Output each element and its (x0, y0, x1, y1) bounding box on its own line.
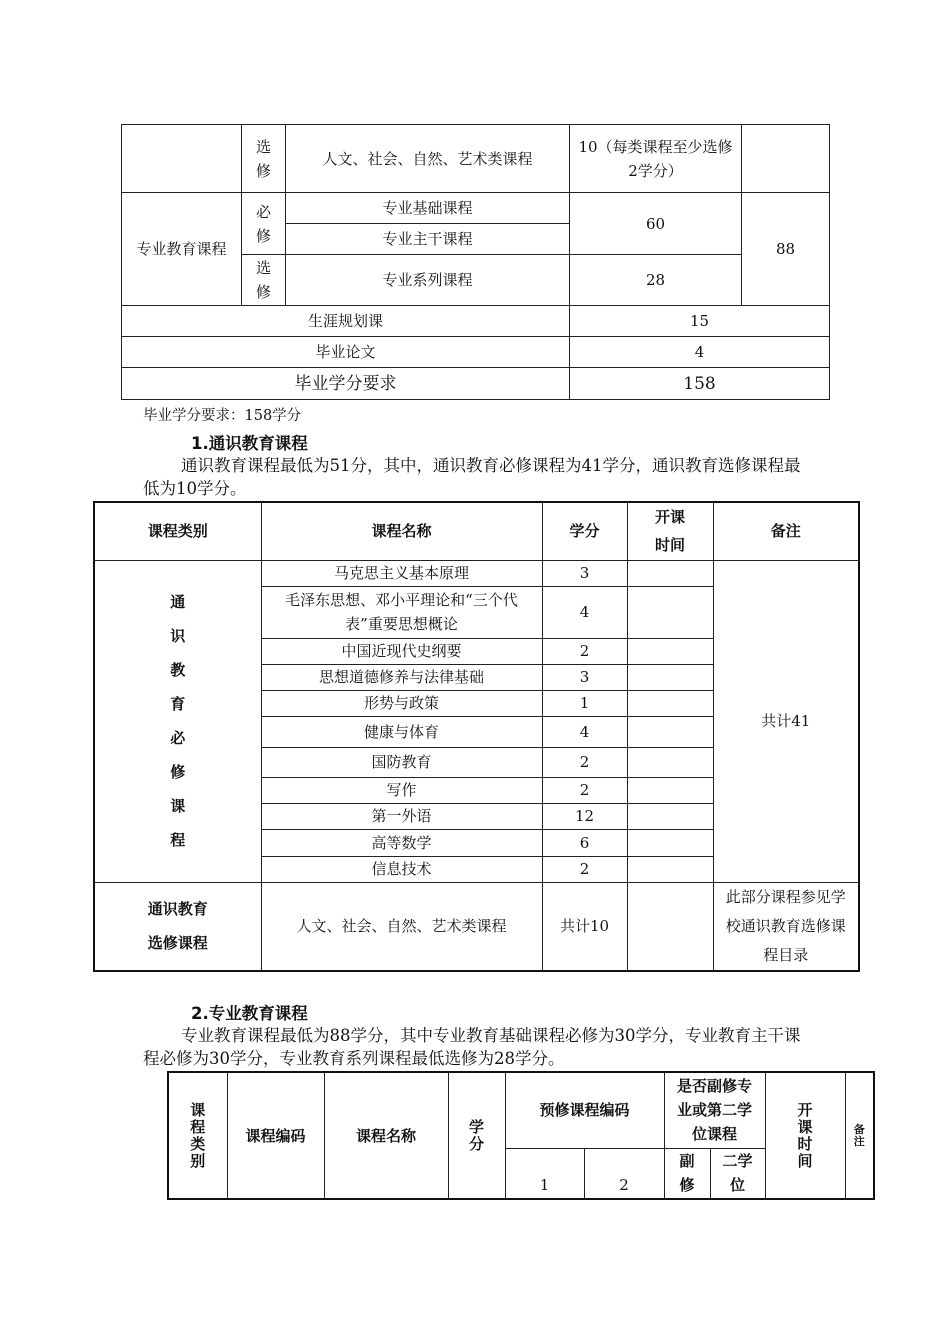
thesis-name: 毕业论文 (122, 337, 570, 368)
header-note (845, 1072, 874, 1199)
section1-paragraph: 通识教育课程最低为51分，其中，通识教育必修课程为41学分，通识教育选修课程最低为10学分。 (143, 456, 801, 498)
category-char: 修 (170, 763, 186, 781)
course-credit: 12 (542, 803, 627, 829)
category-char: 育 (170, 695, 186, 713)
graduation-name: 毕业学分要求 (122, 368, 570, 400)
category-elective: 通识教育选修课程 (94, 882, 261, 971)
header-code: 课程编码 (227, 1072, 324, 1199)
section2-paragraph: 专业教育课程最低为88学分，其中专业教育基础课程必修为30学分，专业教育主干课程必修为30学分，专业教育系列课程最低选修为28学分。 (143, 1026, 801, 1068)
course-credit: 2 (542, 777, 627, 803)
header-time-text: 开课时间 (797, 1100, 813, 1170)
category-char: 教 (170, 661, 186, 679)
section2-heading: 2.专业教育课程 (191, 1004, 308, 1023)
header-time (765, 1072, 845, 1199)
required-note: 共计41 (713, 560, 859, 882)
minor-b (710, 1148, 765, 1199)
header-note-text: 备注 (853, 1122, 865, 1148)
course-name: 毛泽东思想、邓小平理论和“三个代表”重要思想概论 (261, 586, 542, 638)
course-name-main: 专业主干课程 (286, 224, 570, 255)
course-time (627, 716, 713, 747)
series-credit: 28 (570, 255, 742, 306)
course-time (627, 829, 713, 856)
credit-value: 10（每类课程至少选修2学分） (570, 125, 742, 193)
course-time (627, 777, 713, 803)
category-char: 必 (170, 729, 186, 747)
category-required (94, 560, 261, 882)
thesis-credit: 4 (570, 337, 830, 368)
header-category (168, 1072, 227, 1199)
course-name: 健康与体育 (261, 716, 542, 747)
requirement-note: 毕业学分要求：158学分 (143, 408, 302, 424)
category-professional: 专业教育课程 (122, 193, 242, 306)
header-credit-text: 学分 (468, 1117, 484, 1153)
course-credit: 4 (542, 716, 627, 747)
minor-b-text: 二学位 (722, 1152, 753, 1195)
section1-heading: 1.通识教育课程 (191, 434, 308, 453)
header-minor: 是否副修专业或第二学位课程 (664, 1072, 765, 1148)
minor-a (664, 1148, 710, 1199)
course-credit: 3 (542, 560, 627, 586)
course-credit: 1 (542, 690, 627, 716)
professional-total: 88 (742, 193, 830, 306)
header-category-text: 课程类别 (190, 1100, 206, 1170)
header-prereq: 预修课程编码 (505, 1072, 664, 1148)
course-time (627, 664, 713, 690)
course-name-series: 专业系列课程 (286, 255, 570, 306)
required-label: 必修 (242, 193, 286, 255)
empty-cell (742, 125, 830, 193)
elective-credit: 共计10 (542, 882, 627, 971)
course-name: 形势与政策 (261, 690, 542, 716)
career-credit: 15 (570, 306, 830, 337)
course-name: 国防教育 (261, 747, 542, 777)
course-name: 中国近现代史纲要 (261, 638, 542, 664)
graduation-credit: 158 (570, 368, 830, 400)
general-course-table (93, 501, 860, 972)
category-char: 通 (170, 593, 186, 611)
course-name: 第一外语 (261, 803, 542, 829)
category-char: 课 (170, 797, 186, 815)
header-credit: 学分 (542, 502, 627, 560)
course-time (627, 803, 713, 829)
course-name: 信息技术 (261, 856, 542, 882)
course-credit: 2 (542, 856, 627, 882)
prereq-1: 1 (505, 1148, 584, 1199)
course-name-basic: 专业基础课程 (286, 193, 570, 224)
course-name: 高等数学 (261, 829, 542, 856)
course-time (627, 856, 713, 882)
category-char: 程 (170, 831, 186, 849)
summary-table (121, 124, 830, 400)
course-credit: 2 (542, 638, 627, 664)
header-time: 开课时间 (627, 502, 713, 560)
elective-course-name: 人文、社会、自然、艺术类课程 (261, 882, 542, 971)
course-time (627, 638, 713, 664)
prereq-2: 2 (584, 1148, 664, 1199)
course-name: 人文、社会、自然、艺术类课程 (286, 125, 570, 193)
elective-label: 选修 (242, 255, 286, 306)
minor-a-text: 副修 (679, 1152, 695, 1195)
header-category: 课程类别 (94, 502, 261, 560)
category-char: 识 (170, 627, 186, 645)
course-time (627, 560, 713, 586)
header-credit (448, 1072, 505, 1199)
professional-course-table (167, 1071, 875, 1200)
empty-cell (122, 125, 242, 193)
course-credit: 4 (542, 586, 627, 638)
elective-label: 选修 (242, 125, 286, 193)
course-time (627, 747, 713, 777)
header-name: 课程名称 (261, 502, 542, 560)
course-time (627, 586, 713, 638)
course-credit: 6 (542, 829, 627, 856)
course-credit: 2 (542, 747, 627, 777)
course-name: 马克思主义基本原理 (261, 560, 542, 586)
course-credit: 3 (542, 664, 627, 690)
header-name: 课程名称 (324, 1072, 448, 1199)
header-note: 备注 (713, 502, 859, 560)
course-time (627, 690, 713, 716)
required-credit: 60 (570, 193, 742, 255)
course-name: 思想道德修养与法律基础 (261, 664, 542, 690)
course-name: 写作 (261, 777, 542, 803)
elective-note: 此部分课程参见学校通识教育选修课程目录 (713, 882, 859, 971)
elective-time (627, 882, 713, 971)
career-name: 生涯规划课 (122, 306, 570, 337)
